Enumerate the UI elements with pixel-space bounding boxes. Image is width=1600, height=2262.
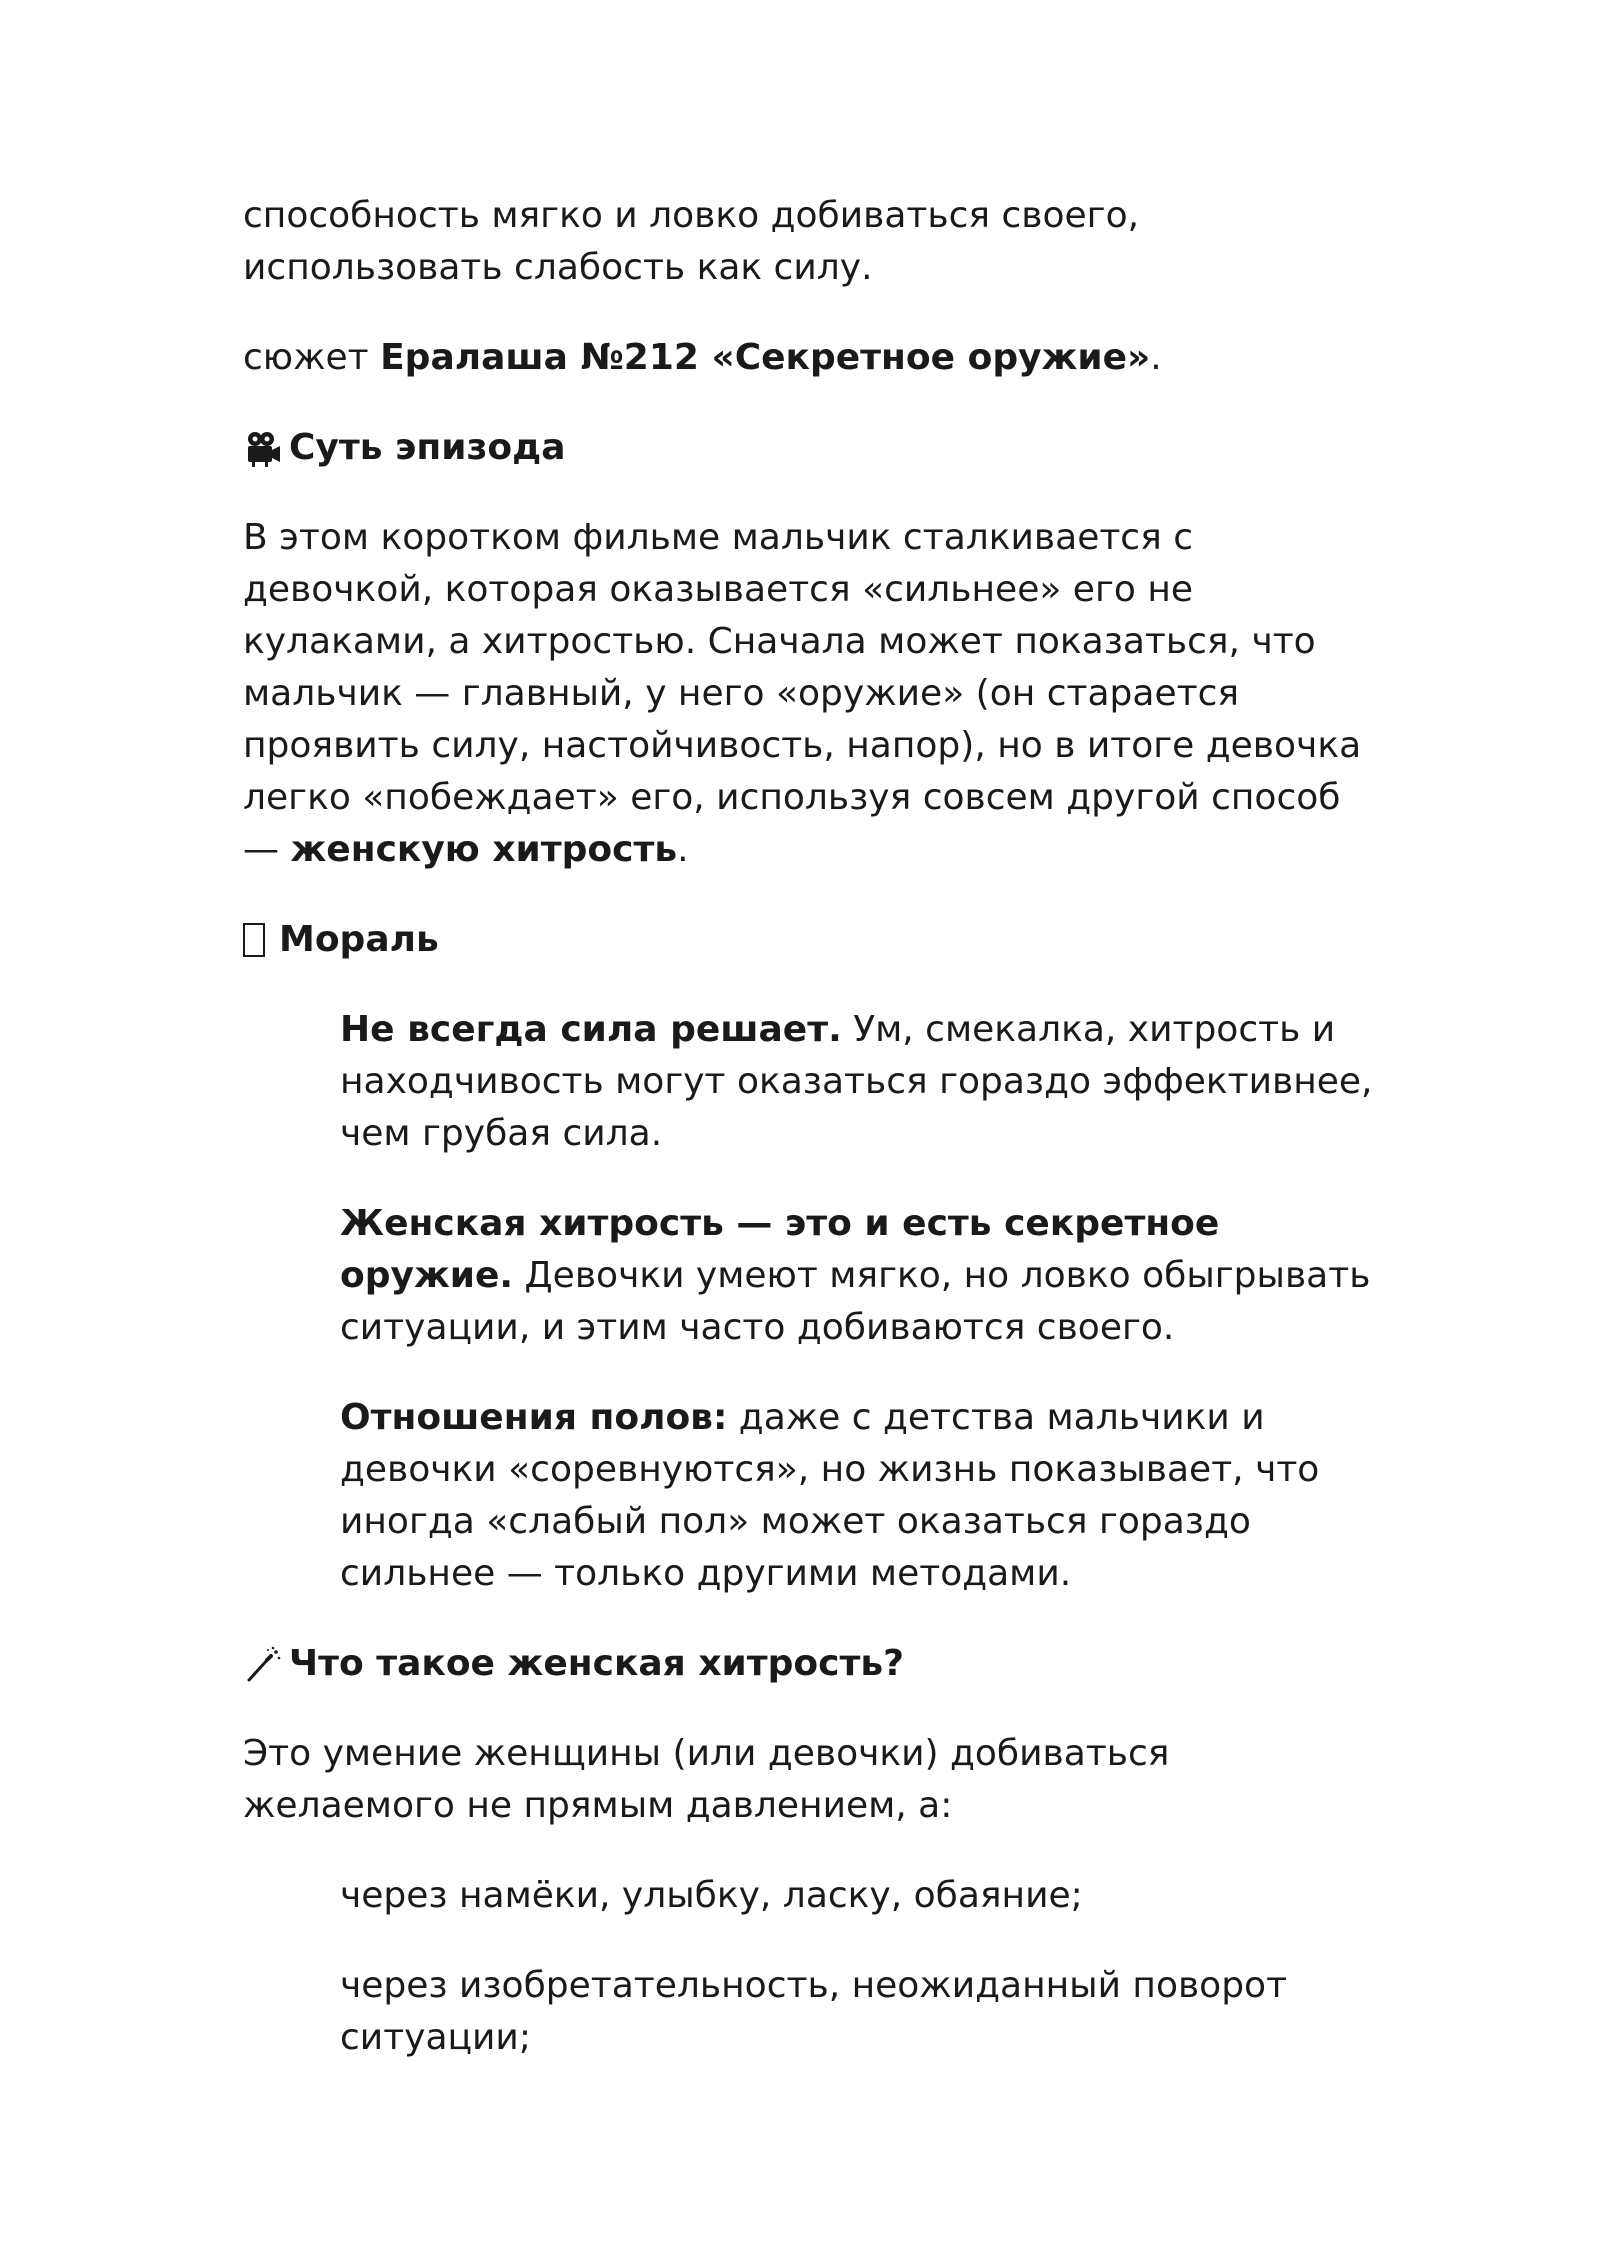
moral-list xyxy=(340,1004,1383,1600)
intro-line-1: способность мягко и ловко добиваться своего, xyxy=(243,195,1140,236)
cunning-paragraph: Это умение женщины (или девочки) добиваться желаемого не прямым давлением, а: xyxy=(243,1733,1170,1826)
moral-heading xyxy=(243,914,1383,966)
cunning-heading-text: Что такое женская хитрость? xyxy=(289,1643,904,1684)
moral-heading-text: Мораль xyxy=(279,919,439,960)
intro-line-2: использовать слабость как силу. xyxy=(243,247,873,288)
list-item xyxy=(340,1198,1383,1354)
magic-wand-icon xyxy=(243,1644,283,1684)
episode-paragraph xyxy=(243,512,1383,876)
moral-item-bold: Женская хитрость — это и есть секретное оружие. xyxy=(340,1203,1220,1296)
moral-item-text: Девочки умеют мягко, но ловко обыгрывать ситуации, и этим часто добиваются своего. xyxy=(340,1255,1371,1348)
list-item: через изобретательность, неожиданный поворот ситуации; xyxy=(340,1965,1288,2058)
plot-prefix: сюжет xyxy=(243,337,381,378)
list-item: через намёки, улыбку, ласку, обаяние; xyxy=(340,1875,1083,1916)
moral-item-text: даже с детства мальчики и девочки «соревнуются», но жизнь показывает, что иногда «слабый пол» может оказаться гораздо сильнее — только другими методами. xyxy=(340,1397,1320,1594)
film-projector-icon xyxy=(243,428,283,468)
plot-paragraph xyxy=(243,332,1383,384)
intro-paragraph xyxy=(243,190,1383,294)
list-item xyxy=(340,1004,1383,1160)
missing-glyph-icon xyxy=(243,923,265,957)
episode-heading xyxy=(243,422,1383,474)
document-page xyxy=(243,190,1383,2102)
list-item xyxy=(340,1392,1383,1600)
episode-end: . xyxy=(677,829,689,870)
moral-item-bold: Не всегда сила решает. xyxy=(340,1009,842,1050)
episode-heading-text: Суть эпизода xyxy=(289,427,566,468)
moral-item-text: Ум, смекалка, хитрость и находчивость могут оказаться гораздо эффективнее, чем грубая сила. xyxy=(340,1009,1373,1154)
cunning-list xyxy=(340,1870,1383,2064)
episode-bold-end: женскую хитрость xyxy=(290,829,678,870)
cunning-heading xyxy=(243,1638,1383,1690)
plot-suffix: . xyxy=(1150,337,1162,378)
moral-item-bold: Отношения полов: xyxy=(340,1397,728,1438)
episode-text: В этом коротком фильме мальчик сталкивается с девочкой, которая оказывается «сильнее» его не кулаками, а хитростью. Сначала может показаться, что мальчик — главный, у него «оружие» (он старается проявить силу, настойчивость, напор), но в итоге девочка легко «побеждает» его, используя совсем другой способ — xyxy=(243,517,1362,870)
plot-title: Ералаша №212 «Секретное оружие» xyxy=(380,337,1151,378)
